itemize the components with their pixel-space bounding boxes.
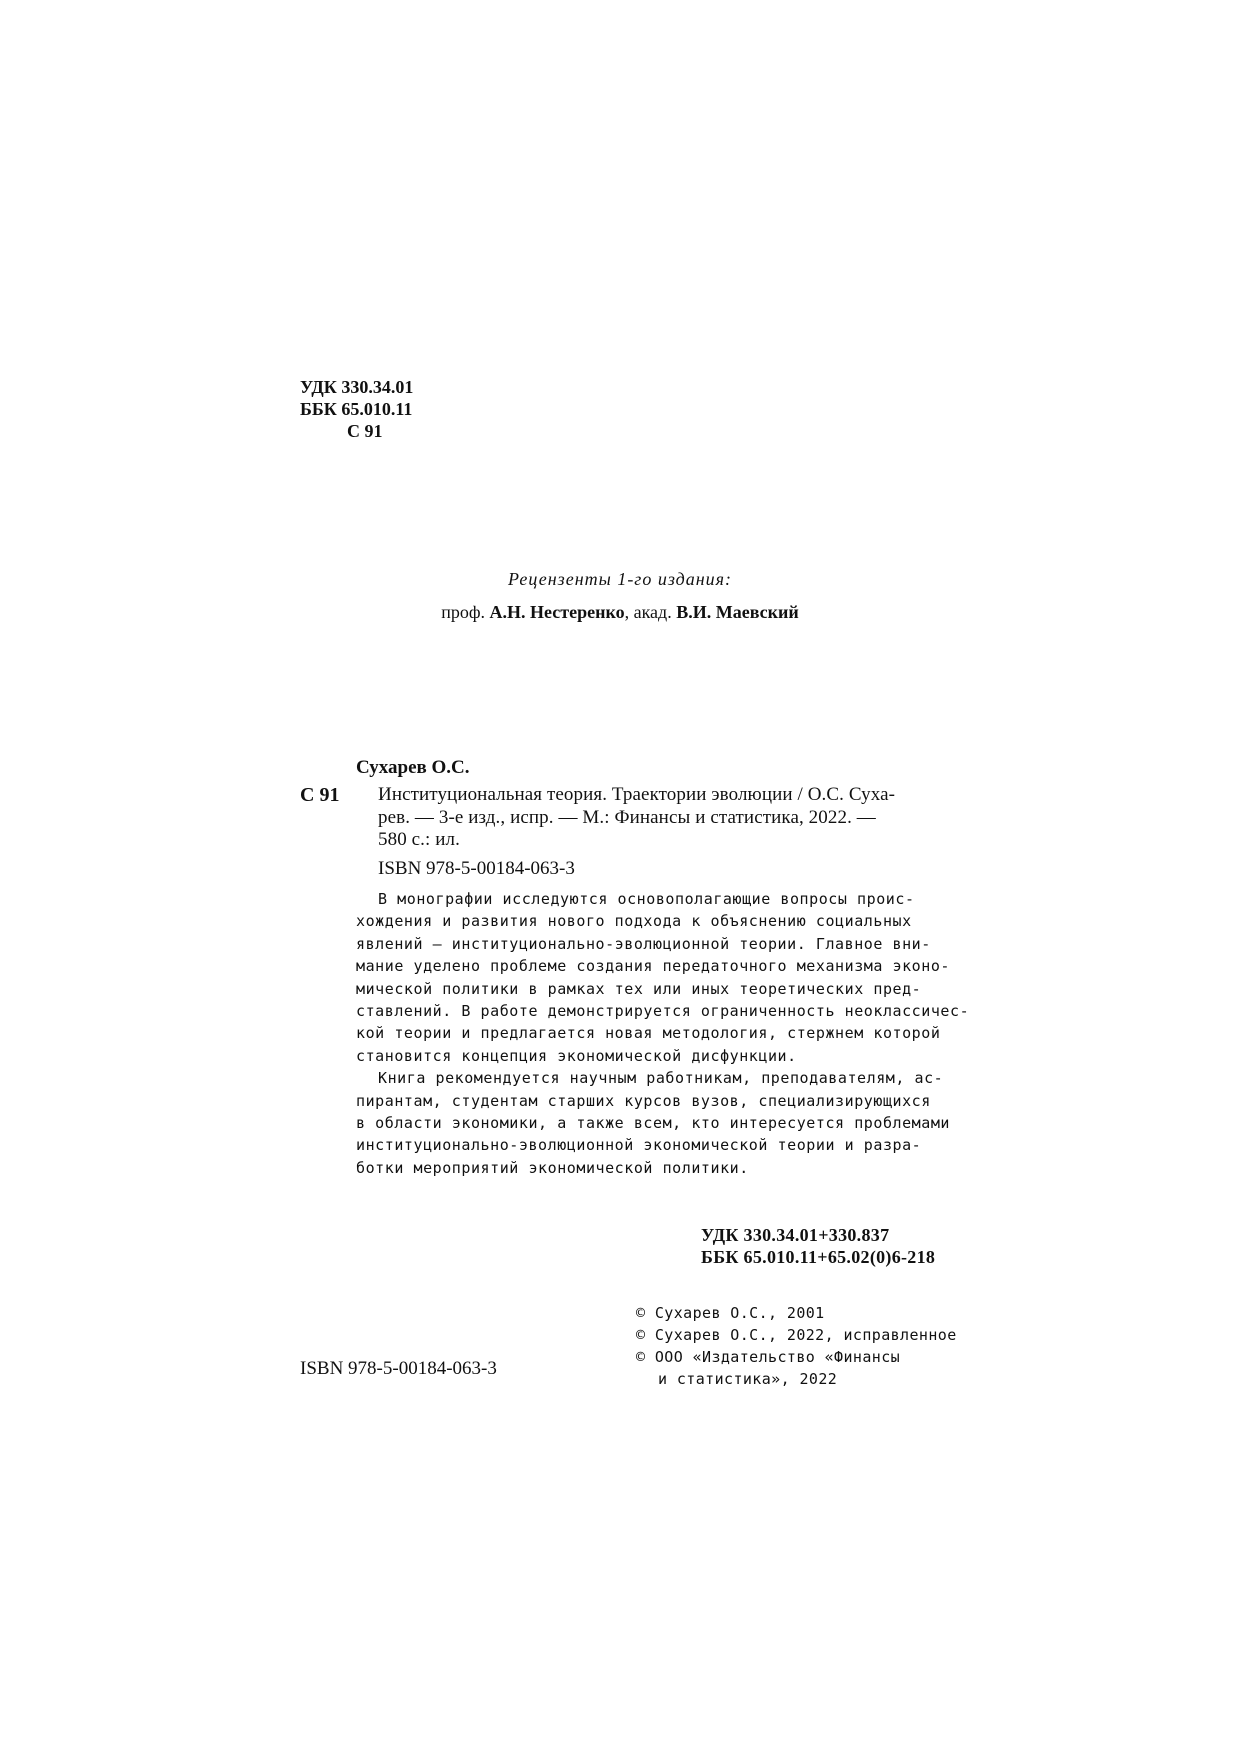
udk-bottom-block (701, 1224, 935, 1268)
reviewer2-title: акад. (633, 602, 672, 622)
annotation-line: В монографии исследуются основополагающие вопросы проис- (378, 890, 915, 908)
annotation-line: мической политики в рамках тех или иных теоретических пред- (356, 979, 922, 998)
annotation-line: институционально-эволюционной экономической теории и разра- (356, 1136, 922, 1155)
annotation-line: кой теории и предлагается новая методология, стержнем которой (356, 1024, 941, 1043)
annotation-line: ботки мероприятий экономической политики. (356, 1158, 749, 1177)
bib-line: рев. — 3-е изд., испр. — М.: Финансы и статистика, 2022. — (378, 806, 876, 828)
annotation-line: пирантам, студентам старших курсов вузов, специализирующихся (356, 1091, 931, 1110)
bib-line: Институциональная теория. Траектории эволюции / О.С. Суха- (378, 784, 896, 805)
annotation-line: в области экономики, а также всем, кто интересуется проблемами (356, 1114, 951, 1133)
bib-line: 580 с.: ил. (378, 829, 460, 850)
annotation-line: мание уделено проблеме создания передаточного механизма эконо- (356, 957, 951, 976)
author-sign: С 91 (347, 421, 383, 441)
annotation (356, 888, 982, 1179)
record-isbn: ISBN 978-5-00184-063-3 (378, 858, 575, 879)
annotation-line: становится концепция экономической дисфункции. (356, 1046, 797, 1065)
copyright-line: и статистика», 2022 (658, 1370, 838, 1388)
copyright-line: © Сухарев О.С., 2001 (636, 1304, 825, 1322)
annotation-line: явлений — институционально-эволюционной теории. Главное вни- (356, 934, 931, 953)
reviewer1-title: проф. (441, 602, 486, 622)
reviewers-names: проф. А.Н. Нестеренко, акад. В.И. Маевский (441, 602, 799, 622)
record-author-sign: С 91 (300, 784, 340, 806)
annotation-line: хождения и развития нового подхода к объяснению социальных (356, 912, 912, 931)
reviewers-block (300, 568, 940, 623)
record-author: Сухарев О.С. (356, 757, 470, 778)
reviewers-heading: Рецензенты 1-го издания: (507, 569, 733, 589)
isbn-bottom: ISBN 978-5-00184-063-3 (300, 1358, 497, 1379)
udk-code: УДК 330.34.01 (300, 377, 414, 397)
bbk-full-code: ББК 65.010.11+65.02(0)6-218 (701, 1247, 936, 1267)
copyright-line: © Сухарев О.С., 2022, исправленное (636, 1326, 957, 1344)
udk-full-code: УДК 330.34.01+330.837 (701, 1225, 890, 1245)
udk-top-block (300, 376, 413, 442)
annotation-line: Книга рекомендуется научным работникам, преподавателям, ас- (378, 1069, 944, 1088)
copyright-block (636, 1302, 957, 1390)
bbk-code: ББК 65.010.11 (300, 399, 413, 419)
reviewer2-name: В.И. Маевский (676, 602, 799, 622)
reviewer1-name: А.Н. Нестеренко (489, 602, 625, 622)
record-bibliographic-description (378, 784, 895, 852)
annotation-line: ставлений. В работе демонстрируется ограниченность неоклассичес- (356, 1002, 970, 1021)
copyright-line: © ООО «Издательство «Финансы (636, 1348, 901, 1366)
